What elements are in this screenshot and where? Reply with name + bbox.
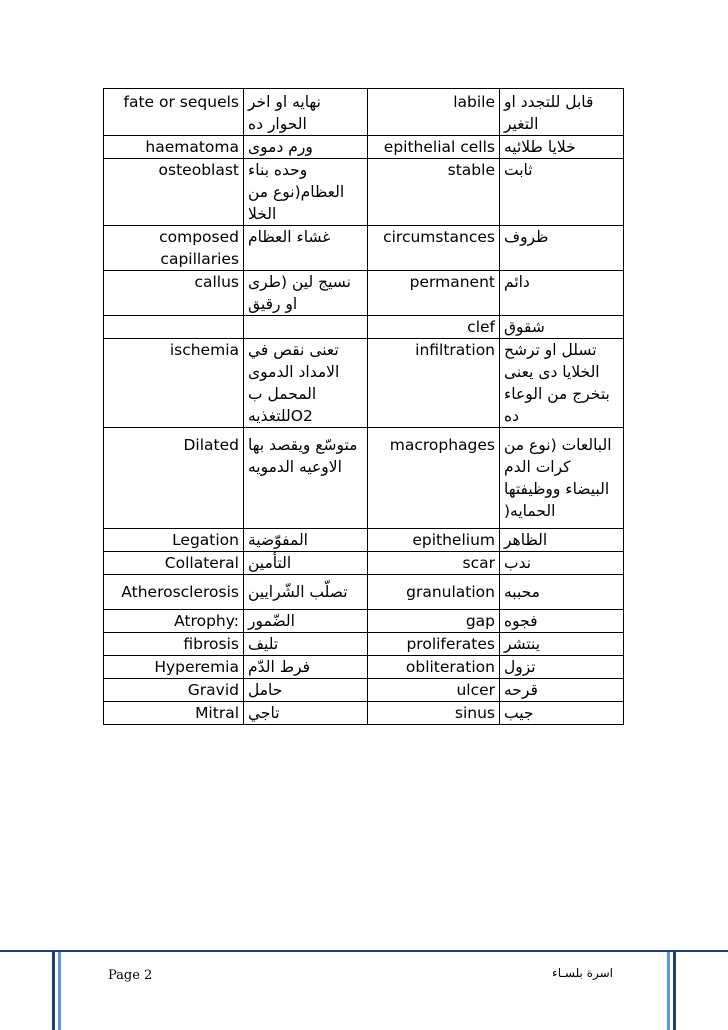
english-term-cell: Collateral xyxy=(104,552,244,575)
english-term-cell: gap xyxy=(368,610,500,633)
arabic-meaning-cell: ثابت xyxy=(500,159,624,226)
table-row xyxy=(104,271,624,316)
arabic-meaning-cell: وحده بناء العظام(نوع من الخلا xyxy=(244,159,368,226)
footer-frame-right-light xyxy=(667,952,670,1030)
arabic-meaning-cell: ندب xyxy=(500,552,624,575)
arabic-meaning-cell: جيب xyxy=(500,702,624,725)
english-term-cell: ischemia xyxy=(104,339,244,428)
arabic-meaning-cell: ورم دموى xyxy=(244,136,368,159)
english-term-cell: osteoblast xyxy=(104,159,244,226)
table-row xyxy=(104,226,624,271)
arabic-meaning-cell: خلايا طلائيه xyxy=(500,136,624,159)
english-term-cell: scar xyxy=(368,552,500,575)
english-term-cell xyxy=(104,316,244,339)
table-row xyxy=(104,552,624,575)
arabic-meaning-cell: غشاء العظام xyxy=(244,226,368,271)
arabic-meaning-cell: التأمين xyxy=(244,552,368,575)
arabic-meaning-cell: تعنى نقص في الامداد الدموى المحمل ب O2للتغذيه xyxy=(244,339,368,428)
table-row xyxy=(104,656,624,679)
arabic-meaning-cell: حامل xyxy=(244,679,368,702)
english-term-cell: epithelium xyxy=(368,529,500,552)
english-term-cell: ulcer xyxy=(368,679,500,702)
footer-rule xyxy=(0,950,728,952)
arabic-meaning-cell: نهايه او اخر الحوار ده xyxy=(244,89,368,136)
english-term-cell: sinus xyxy=(368,702,500,725)
english-term-cell: Atherosclerosis xyxy=(104,575,244,610)
table-row xyxy=(104,633,624,656)
english-term-cell: composed capillaries xyxy=(104,226,244,271)
footer-frame-left-dark xyxy=(52,952,55,1030)
arabic-meaning-cell: تسلل او ترشح الخلايا دى يعنى بتخرج من الوعاء ده xyxy=(500,339,624,428)
arabic-meaning-cell: فجوه xyxy=(500,610,624,633)
arabic-meaning-cell: قابل للتجدد او التغير xyxy=(500,89,624,136)
english-term-cell: Hyperemia xyxy=(104,656,244,679)
english-term-cell: circumstances xyxy=(368,226,500,271)
glossary-table xyxy=(103,88,624,725)
english-term-cell: macrophages xyxy=(368,428,500,529)
arabic-meaning-cell: تصلّب الشّرايين xyxy=(244,575,368,610)
table-row xyxy=(104,529,624,552)
arabic-meaning-cell: تاجي xyxy=(244,702,368,725)
english-term-cell: stable xyxy=(368,159,500,226)
english-term-cell: epithelial cells xyxy=(368,136,500,159)
english-term-cell: obliteration xyxy=(368,656,500,679)
english-term-cell: labile xyxy=(368,89,500,136)
arabic-meaning-cell: شقوق xyxy=(500,316,624,339)
arabic-meaning-cell: ينتشر xyxy=(500,633,624,656)
english-term-cell: permanent xyxy=(368,271,500,316)
english-term-cell: fate or sequels xyxy=(104,89,244,136)
table-row xyxy=(104,575,624,610)
english-term-cell: haematoma xyxy=(104,136,244,159)
english-term-cell: Legation xyxy=(104,529,244,552)
arabic-meaning-cell: الضّمور xyxy=(244,610,368,633)
table-row xyxy=(104,610,624,633)
arabic-meaning-cell xyxy=(244,316,368,339)
english-term-cell: proliferates xyxy=(368,633,500,656)
arabic-meaning-cell: نسيج لين (طرى او رقيق xyxy=(244,271,368,316)
footer-frame-left-light xyxy=(58,952,61,1030)
footer-brand: اسرة بلسـاء xyxy=(552,966,613,980)
arabic-meaning-cell: فرط الدّم xyxy=(244,656,368,679)
table-row xyxy=(104,428,624,529)
table-row xyxy=(104,339,624,428)
english-term-cell: Dilated xyxy=(104,428,244,529)
arabic-meaning-cell: قرحه xyxy=(500,679,624,702)
english-term-cell: granulation xyxy=(368,575,500,610)
english-term-cell: Gravid xyxy=(104,679,244,702)
table-row xyxy=(104,679,624,702)
arabic-meaning-cell: الظاهر xyxy=(500,529,624,552)
arabic-meaning-cell: تزول xyxy=(500,656,624,679)
table-row xyxy=(104,136,624,159)
english-term-cell: infiltration xyxy=(368,339,500,428)
arabic-meaning-cell: محببه xyxy=(500,575,624,610)
arabic-meaning-cell: ظروف xyxy=(500,226,624,271)
arabic-meaning-cell: البالعات (نوع من كرات الدم البيضاء ووظيفتها الحمايه( xyxy=(500,428,624,529)
table-row xyxy=(104,159,624,226)
english-term-cell: callus xyxy=(104,271,244,316)
footer-frame-right-dark xyxy=(673,952,676,1030)
glossary-body xyxy=(104,89,624,725)
arabic-meaning-cell: دائم xyxy=(500,271,624,316)
page-number: Page 2 xyxy=(108,968,153,983)
english-term-cell: fibrosis xyxy=(104,633,244,656)
table-row xyxy=(104,702,624,725)
arabic-meaning-cell: المفوّضية xyxy=(244,529,368,552)
arabic-meaning-cell: متوسّع ويقصد بها الاوعيه الدمويه xyxy=(244,428,368,529)
english-term-cell: Atrophy: xyxy=(104,610,244,633)
english-term-cell: clef xyxy=(368,316,500,339)
table-row xyxy=(104,316,624,339)
english-term-cell: Mitral xyxy=(104,702,244,725)
arabic-meaning-cell: تليف xyxy=(244,633,368,656)
table-row xyxy=(104,89,624,136)
